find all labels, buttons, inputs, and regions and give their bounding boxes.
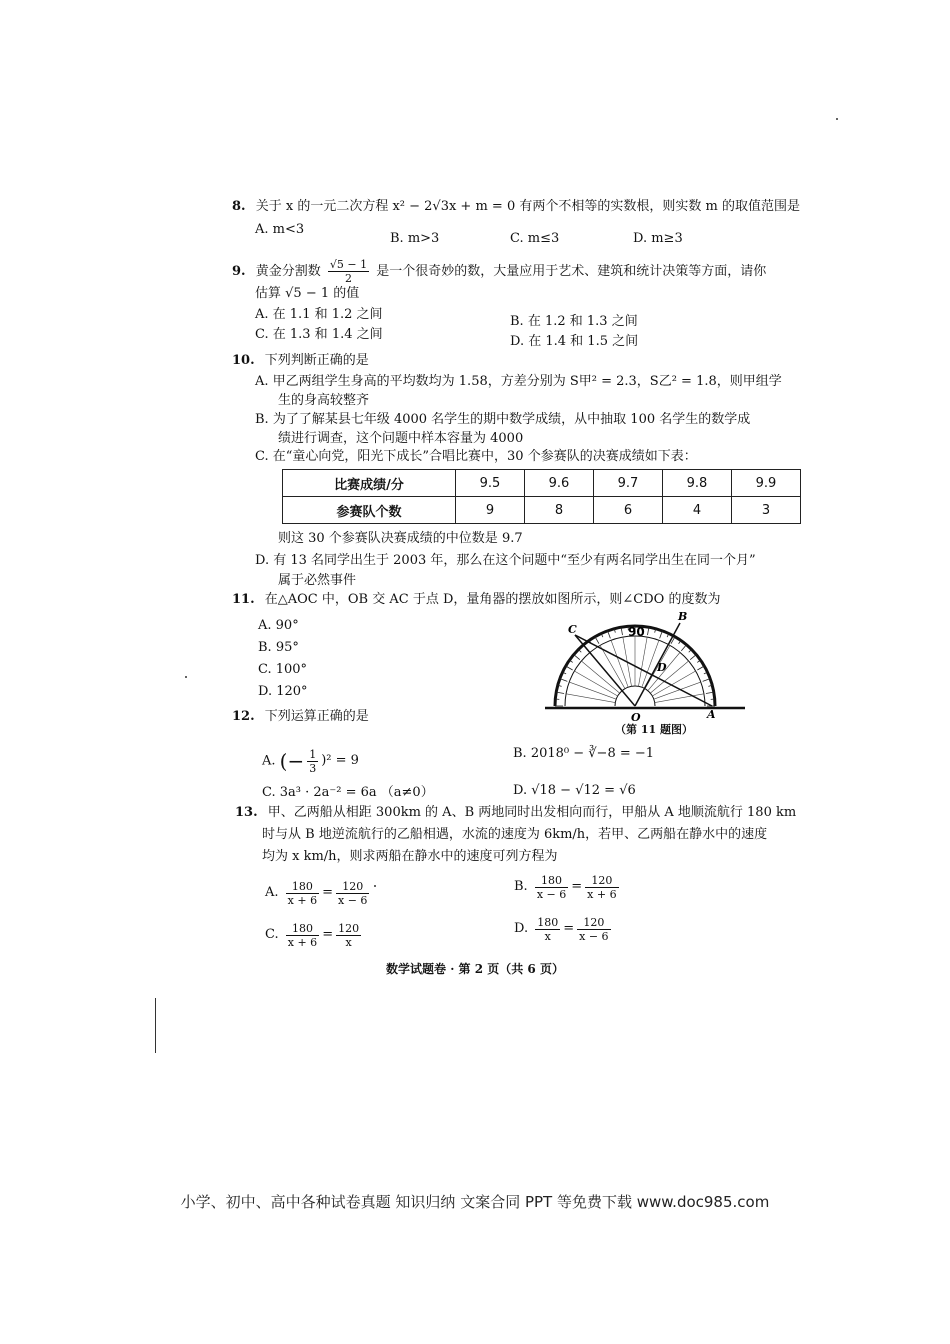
scan-speck — [185, 676, 187, 678]
option-label: B. — [514, 879, 528, 894]
protractor-tick — [703, 679, 711, 682]
fraction-denominator: x − 6 — [536, 887, 567, 901]
fraction — [535, 874, 568, 901]
table-header-cell: 参赛队个数 — [283, 497, 456, 524]
option-d-line-1: D. 有 13 名同学出生于 2003 年，那么在这个问题中“至少有两名同学出生在同一个月” — [255, 553, 756, 568]
table-cell: 9.9 — [732, 470, 801, 497]
scan-speck — [836, 118, 838, 120]
protractor-ray — [638, 637, 647, 686]
question-10 — [232, 350, 369, 372]
fraction-numerator: 120 — [585, 874, 618, 888]
scores-table — [282, 469, 801, 524]
protractor-tick — [608, 631, 611, 639]
table-cell: 9.6 — [525, 470, 594, 497]
question-number: 13. — [235, 805, 258, 820]
option-b: B. m>3 — [390, 231, 440, 246]
protractor-tick — [681, 645, 686, 651]
fraction-denominator: x + 6 — [287, 935, 318, 949]
label-o: O — [631, 711, 641, 724]
protractor-rays — [566, 636, 704, 703]
fraction-denominator: 2 — [344, 272, 352, 285]
option-label: A. — [265, 885, 279, 900]
protractor-tick — [660, 631, 663, 639]
option-d: D. √18 − √12 = √6 — [513, 783, 636, 798]
option-c-line-1: C. 在“童心向党，阳光下成长”合唱比赛中，30 个参赛队的决赛成绩如下表： — [255, 449, 697, 464]
protractor-tick — [566, 666, 573, 670]
option-a: A. m<3 — [255, 222, 305, 237]
protractor-ray — [574, 671, 617, 696]
fraction-denominator: x + 6 — [287, 893, 318, 907]
equals-sign: = — [571, 879, 583, 894]
option-a-line-2: 生的身高较整齐 — [278, 393, 370, 408]
fraction-numerator: √5 − 1 — [329, 258, 368, 271]
question-stem: 下列判断正确的是 — [264, 353, 369, 368]
option-d: D. 在 1.4 和 1.5 之间 — [510, 334, 639, 349]
question-13 — [235, 802, 796, 824]
question-stem: 在△AOC 中，OB 交 AC 于点 D，量角器的摆放如图所示，则∠CDO 的度数为 — [264, 592, 721, 607]
table-cell: 9.8 — [663, 470, 732, 497]
fraction-denominator: x + 6 — [587, 887, 617, 901]
fraction — [336, 922, 361, 949]
question-number: 11. — [232, 592, 255, 607]
fraction — [535, 916, 560, 943]
option-b: B. 2018⁰ − ∛−8 = −1 — [513, 746, 655, 761]
option-a — [262, 744, 359, 779]
option-c: C. 3a³ · 2a⁻² = 6a （a≠0） — [262, 785, 434, 800]
question-stem: 甲、乙两船从相距 300km 的 A、B 两地同时出发相向而行，甲船从 A 地顺流航行 180 km — [267, 805, 797, 820]
question-9 — [232, 258, 766, 285]
option-a-line-1: A. 甲乙两组学生身高的平均数均为 1.58，方差分别为 S甲² = 2.3，S乙² = 1.8，则甲组学 — [255, 374, 782, 389]
golden-ratio-fraction — [328, 258, 369, 285]
fraction — [577, 916, 610, 943]
protractor-ray — [600, 645, 625, 688]
table-cell: 6 — [594, 497, 663, 524]
equals-sign: = — [563, 921, 575, 936]
fraction-numerator: 180 — [535, 874, 568, 888]
option-c: C. 在 1.3 和 1.4 之间 — [255, 327, 383, 342]
protractor-tick — [574, 655, 580, 660]
paren-open: (− — [279, 749, 305, 773]
option-d-line-2: 属于必然事件 — [278, 573, 357, 588]
option-b — [514, 870, 622, 905]
fraction — [585, 874, 618, 901]
question-stem: 关于 x 的一元二次方程 x² − 2√3x + m = 0 有两个不相等的实数根，则实数 m 的取值范围是 — [255, 199, 800, 214]
protractor-ray — [652, 671, 695, 696]
protractor-tick — [690, 655, 696, 660]
fraction-denominator: x − 6 — [338, 893, 368, 907]
fraction-numerator: 120 — [577, 916, 610, 930]
label-a: A — [707, 708, 716, 721]
protractor-tick — [595, 637, 599, 644]
table-cell: 9 — [456, 497, 525, 524]
option-b-line-2: 绩进行调查，这个问题中样本容量为 4000 — [278, 431, 524, 446]
question-number: 9. — [232, 264, 246, 279]
download-site-banner: 小学、初中、高中各种试卷真题 知识归纳 文案合同 PPT 等免费下载 www.doc985.com — [180, 1193, 770, 1211]
question-8 — [232, 196, 800, 218]
table-row — [283, 470, 801, 497]
option-d — [514, 912, 614, 947]
option-d: D. m≥3 — [633, 231, 683, 246]
table-cell: 3 — [732, 497, 801, 524]
question-stem-line: 均为 x km/h，则求两船在静水中的速度可列方程为 — [262, 849, 558, 864]
table-cell: 9.5 — [456, 470, 525, 497]
protractor-tick — [560, 679, 568, 682]
fraction — [336, 880, 369, 907]
equals-sign: = — [322, 885, 333, 900]
question-stem-line: 估算 √5 − 1 的值 — [255, 286, 360, 301]
fraction-numerator: 120 — [336, 880, 369, 894]
question-stem: 下列运算正确的是 — [264, 709, 369, 724]
label-d: D — [657, 661, 667, 674]
fraction-denominator: x − 6 — [579, 929, 609, 943]
option-d: D. 120° — [258, 684, 308, 699]
table-cell: 4 — [663, 497, 732, 524]
label-c: C — [568, 623, 577, 636]
option-label: C. — [265, 927, 279, 942]
table-header-cell: 比赛成绩/分 — [283, 470, 456, 497]
question-stem-line: 时与从 B 地逆流航行的乙船相遇，水流的速度为 6km/h，若甲、乙两船在静水中的速度 — [262, 827, 768, 842]
fraction — [286, 922, 319, 949]
option-c — [265, 918, 364, 953]
option-a: A. 90° — [258, 618, 299, 633]
fraction-numerator: 180 — [286, 922, 319, 936]
option-c: C. 100° — [258, 662, 308, 677]
option-label: D. — [514, 921, 529, 936]
table-cell: 8 — [525, 497, 594, 524]
table-row — [283, 497, 801, 524]
question-stem-part: 是一个很奇妙的数，大量应用于艺术、建筑和统计决策等方面，请你 — [376, 264, 767, 279]
scan-mark — [155, 998, 156, 1053]
fraction — [307, 748, 318, 775]
question-number: 12. — [232, 709, 255, 724]
fraction-denominator: 3 — [309, 761, 317, 775]
fraction-numerator: 180 — [537, 915, 559, 929]
fraction-denominator: x — [345, 935, 352, 949]
option-b: B. 在 1.2 和 1.3 之间 — [510, 314, 638, 329]
segment-ca — [575, 635, 712, 706]
option-b-line-1: B. 为了了解某县七年级 4000 名学生的期中数学成绩，从中抽取 100 名学生的数学成 — [255, 412, 751, 427]
page-number-footer: 数学试题卷 · 第 2 页（共 6 页） — [386, 962, 564, 976]
fraction-numerator: 180 — [286, 880, 319, 894]
question-12 — [232, 706, 369, 728]
fraction-numerator: 120 — [338, 921, 360, 935]
fraction — [286, 880, 319, 907]
scan-speck — [374, 885, 376, 887]
label-b: B — [678, 610, 688, 623]
fraction-denominator: x — [544, 929, 551, 943]
table-cell: 9.7 — [594, 470, 663, 497]
protractor-ray — [566, 694, 615, 703]
protractor-figure — [540, 603, 750, 738]
option-b: B. 95° — [258, 640, 299, 655]
option-c-line-2: 则这 30 个参赛队决赛成绩的中位数是 9.7 — [278, 531, 523, 546]
label-90: 90 — [628, 625, 645, 639]
expression-rest: )² = 9 — [321, 753, 359, 768]
fraction-numerator: 1 — [309, 747, 317, 761]
question-number: 8. — [232, 199, 246, 214]
figure-caption: （第 11 题图） — [615, 723, 693, 736]
option-a: A. 在 1.1 和 1.2 之间 — [255, 307, 383, 322]
option-c: C. m≤3 — [510, 231, 560, 246]
protractor-tick — [697, 666, 704, 670]
option-a — [265, 876, 372, 911]
option-label: A. — [262, 753, 276, 769]
equals-sign: = — [322, 927, 334, 942]
question-number: 10. — [232, 353, 255, 368]
question-stem-part: 黄金分割数 — [255, 264, 321, 279]
